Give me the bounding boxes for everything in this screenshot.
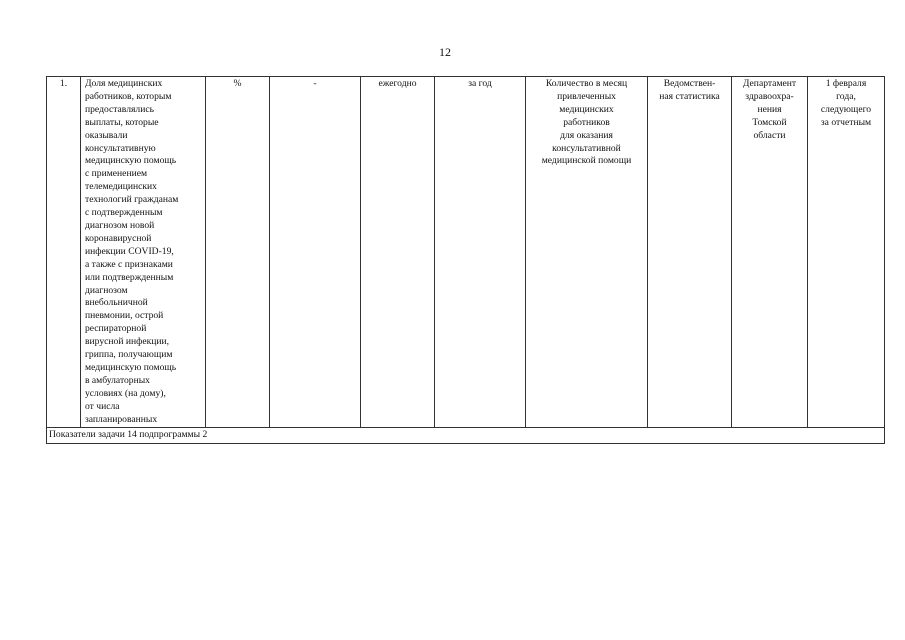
- responsible-cell: [732, 77, 808, 428]
- text-line: консультативную: [85, 142, 156, 154]
- frequency-cell: ежегодно: [361, 77, 435, 428]
- algorithm-cell: [526, 77, 648, 428]
- page-number: 12: [439, 45, 451, 59]
- text-line: привлеченных: [557, 90, 616, 102]
- table-row: [47, 77, 885, 428]
- text-line: здравоохра-: [745, 90, 794, 102]
- text-line: диагнозом: [85, 284, 128, 296]
- text-line: Доля медицинских: [85, 78, 163, 89]
- text-line: выплаты, которые: [85, 116, 159, 128]
- text-line: 1 февраля: [825, 78, 867, 89]
- text-line: а также с признаками: [85, 258, 173, 270]
- text-line: нения: [757, 103, 782, 115]
- text-line: медицинскую помощь: [85, 155, 177, 167]
- text-line: оказывали: [85, 129, 128, 141]
- text-line: для оказания: [560, 129, 613, 141]
- text-line: в амбулаторных: [85, 374, 150, 386]
- responsible-text: [734, 78, 805, 143]
- text-line: с применением: [85, 168, 148, 180]
- text-line: условиях (на дому),: [85, 387, 166, 399]
- text-line: Ведомствен-: [663, 78, 716, 89]
- unit-cell: %: [206, 77, 270, 428]
- time-characteristic-cell: за год: [435, 77, 526, 428]
- text-line: диагнозом новой: [85, 219, 155, 231]
- text-line: гриппа, получающим: [85, 349, 173, 361]
- text-line: области: [753, 129, 786, 141]
- text-line: от числа: [85, 400, 120, 412]
- text-line: инфекции COVID-19,: [85, 245, 174, 257]
- text-line: работников: [563, 116, 610, 128]
- text-line: запланированных: [85, 413, 158, 425]
- text-line: следующего: [820, 103, 872, 115]
- text-line: Томской: [752, 116, 787, 128]
- text-line: респираторной: [85, 323, 147, 335]
- text-line: медицинской помощи: [541, 155, 632, 167]
- text-line: с подтвержденным: [85, 207, 163, 219]
- section-label: Показатели задачи 14 подпрограммы 2: [47, 428, 885, 444]
- text-line: Количество в месяц: [545, 78, 628, 89]
- row-number-cell: 1.: [47, 77, 81, 428]
- text-line: медицинских: [559, 103, 614, 115]
- text-line: коронавирусной: [85, 232, 152, 244]
- text-line: года,: [836, 90, 856, 102]
- text-line: предоставлялись: [85, 103, 154, 115]
- text-line: за отчетным: [820, 116, 872, 128]
- section-row: [47, 428, 885, 444]
- text-line: ная статистика: [659, 90, 720, 102]
- indicator-name-text: [85, 78, 203, 426]
- basic-value-cell: -: [270, 77, 361, 428]
- deadline-cell: [808, 77, 885, 428]
- algorithm-text: [528, 78, 645, 168]
- text-line: Департамент: [742, 78, 797, 89]
- text-line: работников, которым: [85, 90, 172, 102]
- text-line: технологий гражданам: [85, 194, 179, 206]
- text-line: пневмонии, острой: [85, 310, 164, 322]
- text-line: консультативной: [552, 142, 621, 154]
- text-line: телемедицинских: [85, 181, 157, 193]
- collection-method-text: [650, 78, 729, 104]
- text-line: или подтвержденным: [85, 271, 174, 283]
- text-line: вирусной инфекции,: [85, 336, 170, 348]
- deadline-text: [810, 78, 882, 130]
- text-line: медицинскую помощь: [85, 361, 177, 373]
- collection-method-cell: [648, 77, 732, 428]
- indicators-table: [46, 76, 885, 444]
- text-line: внебольничной: [85, 297, 148, 309]
- indicator-name-cell: [81, 77, 206, 428]
